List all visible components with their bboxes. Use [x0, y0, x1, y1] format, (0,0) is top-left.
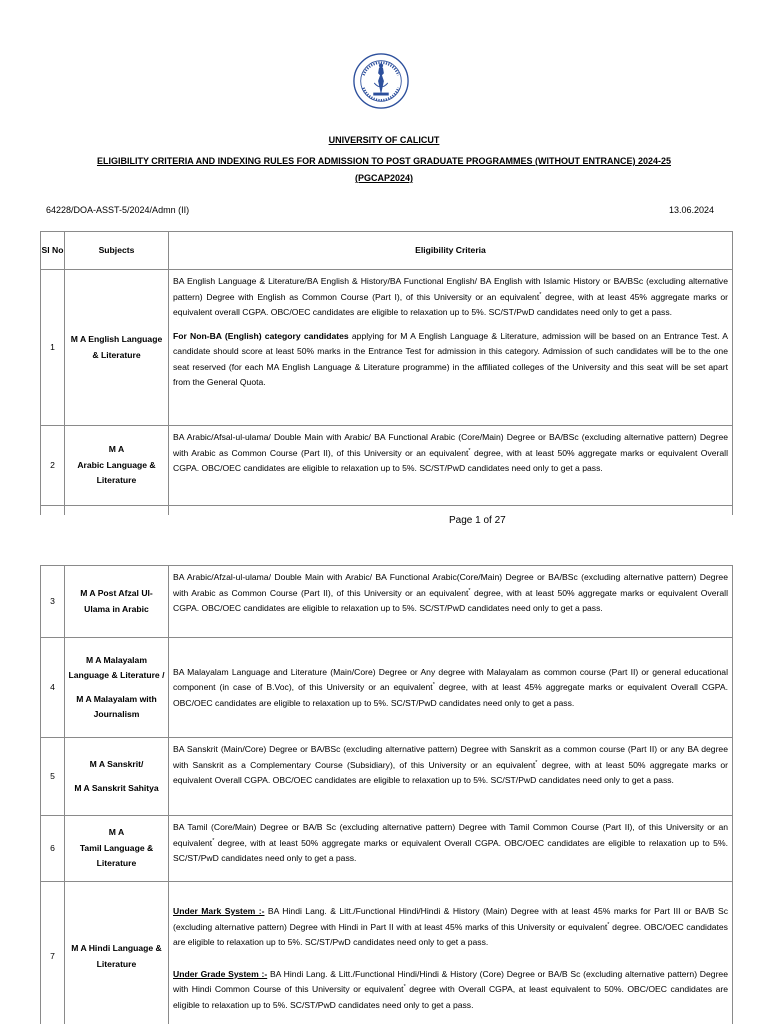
- eligibility-criteria: BA Tamil (Core/Main) Degree or BA/B Sc (excluding alternative pattern) Degree with Tamil Common Course (Part II), of this University or an equivalent* degree, with at least 50% aggregate marks or equivalent Overall CGPA. OBC/OEC candidates are eligible to relaxation up to 5%. SC/ST/PwD candidates need only to get a pass.: [169, 816, 733, 882]
- eligibility-criteria: BA Sanskrit (Main/Core) Degree or BA/BSc (excluding alternative pattern) Degree with Sanskrit as a common course (Part II) or any BA degree with Sanskrit as a Complementary Course (Subsidiary), of this University or an equivalent* degree, with at least 50% aggregate marks or equivalent Overall CGPA. OBC/OEC candidates are eligible to relaxation up to 5%. SC/ST/PwD candidates need only to get a pass.: [169, 738, 733, 816]
- document-date: 13.06.2024: [668, 205, 714, 215]
- university-name: UNIVERSITY OF CALICUT: [328, 135, 440, 145]
- reference-number: 64228/DOA-ASST-5/2024/Admn (II): [46, 205, 190, 215]
- table-row: [41, 816, 733, 882]
- subject-name: M A Tamil Language & Literature: [65, 816, 169, 882]
- eligibility-table-page-2: [40, 565, 733, 1024]
- subject-name: M A Sanskrit/ M A Sanskrit Sahitya: [65, 738, 169, 816]
- serial-number: 7: [41, 882, 65, 1024]
- column-header-subjects: Subjects: [65, 232, 169, 270]
- serial-number: 6: [41, 816, 65, 882]
- table-row: [41, 270, 733, 426]
- table-header-row: [41, 232, 733, 270]
- eligibility-criteria: Under Mark System :- BA Hindi Lang. & Litt./Functional Hindi/Hindi & History (Main) Degree with at least 45% marks for Part III or BA/B Sc (excluding alternative pattern) Degree with Hindi in Part II with at least 45% marks of this University or equivalent* degree. OBC/OEC candidates are eligible to relaxation up to 5%. SC/ST/PwD candidates need only to get a pass. Under Grade System :- BA Hindi Lang. & Litt./Functional Hindi/Hindi & History (Core) Degree or BA/B Sc (excluding alternative pattern) Degree with Hindi Common Course of this University or equivalent* degree with Overall CGPA, at least equivalent to 50%. OBC/OEC candidates are eligible to relaxation up to 5%. SC/ST/PwD candidates need only to get a pass.: [169, 882, 733, 1024]
- subject-name: M A Malayalam Language & Literature / M A Malayalam with Journalism: [65, 638, 169, 738]
- column-header-sl-no: Sl No: [41, 232, 65, 270]
- table-row: [41, 566, 733, 638]
- university-seal-icon: [352, 52, 410, 110]
- table-row-continued: [41, 506, 733, 515]
- eligibility-criteria: BA Malayalam Language and Literature (Main/Core) Degree or Any degree with Malayalam as common course (Part II) or general educational component (in case of B.Voc), of this University or an equivalent* degree, with at least 45% aggregate marks or equivalent Overall CGPA. OBC/OEC candidates are eligible to relaxation up to 5%. SC/ST/PwD candidates need only to get a pass.: [169, 638, 733, 738]
- table-row: [41, 882, 733, 1024]
- subject-name: M A Arabic Language & Literature: [65, 426, 169, 506]
- table-row: [41, 738, 733, 816]
- subject-name: M A Hindi Language & Literature: [65, 882, 169, 1024]
- column-header-eligibility-criteria: Eligibility Criteria: [169, 232, 733, 270]
- eligibility-criteria: BA English Language & Literature/BA English & History/BA Functional English/ BA English with Islamic History or BA/BSc (excluding alternative pattern) Degree with English as Common Course (Part I), of this University or an equivalent* degree, with at least 45% aggregate marks or equivalent overall CGPA. OBC/OEC candidates are eligible to relaxation up to 5%. SC/ST/PwD candidates need only to get a pass. For Non-BA (English) category candidates applying for M A English Language & Literature, admission will be based on an Entrance Test. A candidate should score at least 50% marks in the Entrance Test for admission in this category. Admission of such candidates will be to the one seat reserved (for each MA English Language & Literature programme) in the affiliated colleges of the University and this seat will be set apart from the General Quota.: [169, 270, 733, 426]
- document-title: ELIGIBILITY CRITERIA AND INDEXING RULES FOR ADMISSION TO POST GRADUATE PROGRAMMES (WITHOUT ENTRANCE) 2024-25: [96, 156, 672, 166]
- eligibility-criteria: BA Arabic/Afzal-ul-ulama/ Double Main with Arabic/ BA Functional Arabic(Core/Main) Degree or BA/BSc (excluding alternative pattern) Degree with Arabic as Common Course (Part II), of this University or an equivalent* degree, with at least 50% aggregate marks or equivalent Overall CGPA. OBC/OEC candidates are eligible to relaxation up to 5%. SC/ST/PwD candidates need only to get a pass.: [169, 566, 733, 638]
- page-number: Page 1 of 27: [449, 515, 506, 526]
- serial-number: 1: [41, 270, 65, 426]
- eligibility-table-page-1: [40, 231, 733, 515]
- table-row: [41, 426, 733, 506]
- table-row: [41, 638, 733, 738]
- document-code: (PGCAP2024): [354, 173, 414, 183]
- serial-number: 5: [41, 738, 65, 816]
- eligibility-criteria: BA Arabic/Afsal-ul-ulama/ Double Main with Arabic/ BA Functional Arabic (Core/Main) Degree or BA/BSc (excluding alternative pattern) Degree with Arabic as Common Course (Part II), of this University or an equivalent* degree, with at least 50% aggregate marks or equivalent Overall CGPA. OBC/OEC candidates are eligible to relaxation up to 5%. SC/ST/PwD candidates need only to get a pass.: [169, 426, 733, 506]
- serial-number: 4: [41, 638, 65, 738]
- serial-number: 2: [41, 426, 65, 506]
- serial-number: 3: [41, 566, 65, 638]
- subject-name: M A Post Afzal Ul-Ulama in Arabic: [65, 566, 169, 638]
- subject-name: M A English Language & Literature: [65, 270, 169, 426]
